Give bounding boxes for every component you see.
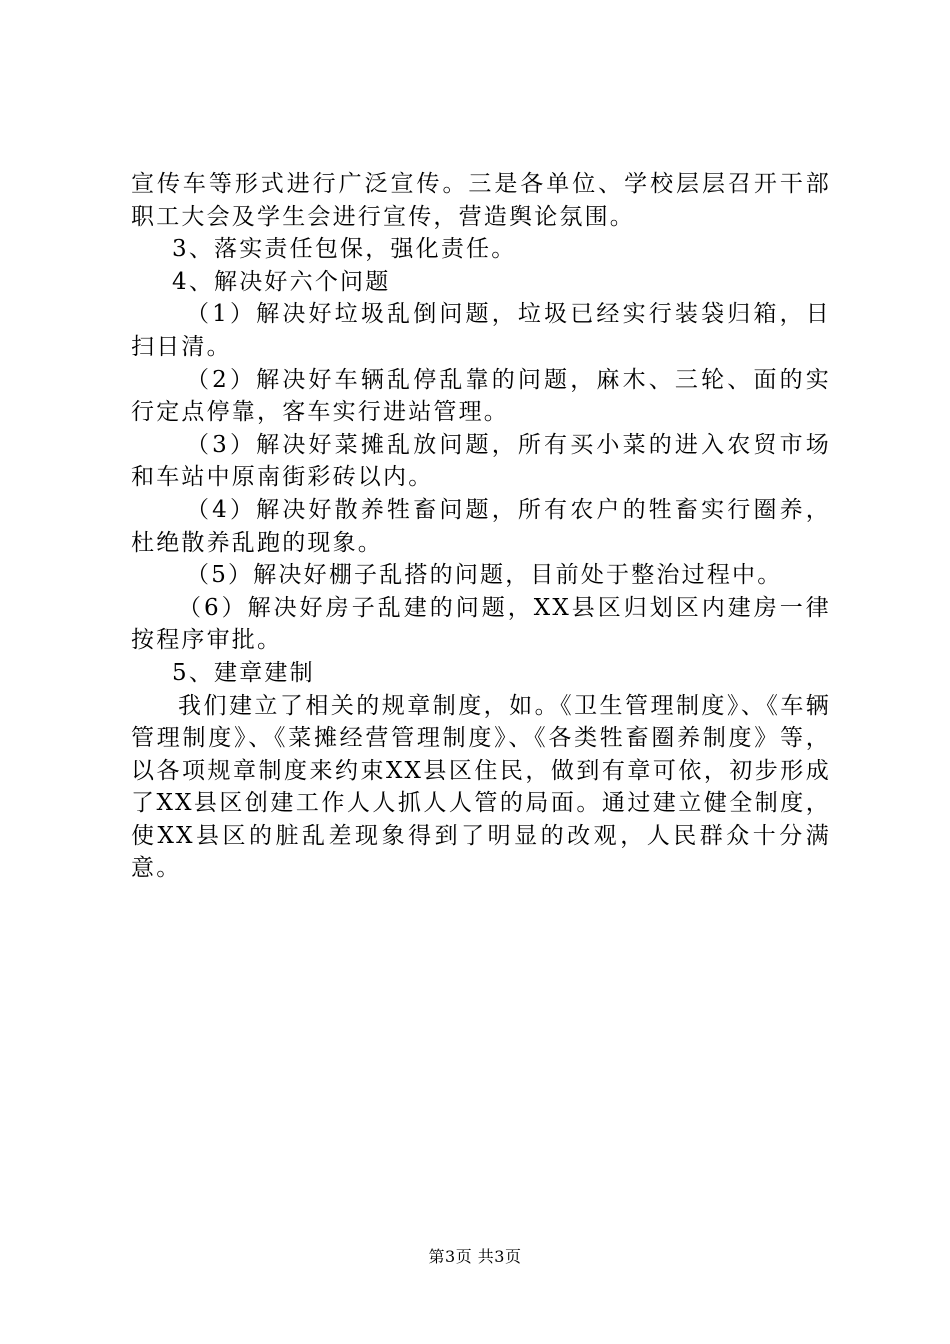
paragraph-publicity: 宣传车等形式进行广泛宣传。三是各单位、学校层层召开干部职工大会及学生会进行宣传，营造舆论氛围。 xyxy=(131,171,831,230)
paragraph-item-4: 4、解决好六个问题 xyxy=(172,268,391,295)
paragraph-problem-5: （5）解决好棚子乱搭的问题，目前处于整治过程中。 xyxy=(186,562,783,589)
paragraph-regulations: 我们建立了相关的规章制度，如。《卫生管理制度》、《车辆管理制度》、《菜摊经营管理制度》、《各类牲畜圈养制度》等，以各项规章制度来约束XX县区住民，做到有章可依，初步形成了XX县区创建工作人人抓人人管的局面。通过建立健全制度，使XX县区的脏乱差现象得到了明显的改观，人民群众十分满意。 xyxy=(131,692,831,882)
paragraph-problem-3: （3）解决好菜摊乱放问题，所有买小菜的进入农贸市场和车站中原南街彩砖以内。 xyxy=(131,431,831,491)
paragraph-item-3: 3、落实责任包保，强化责任。 xyxy=(172,236,517,263)
paragraph-problem-1: （1）解决好垃圾乱倒问题，垃圾已经实行装袋归箱，日扫日清。 xyxy=(131,301,831,360)
document-body xyxy=(131,168,831,885)
paragraph-problem-2: （2）解决好车辆乱停乱靠的问题，麻木、三轮、面的实行定点停靠，客车实行进站管理。 xyxy=(131,366,831,426)
paragraph-item-5: 5、建章建制 xyxy=(172,659,315,686)
page-footer xyxy=(0,1244,950,1267)
page-number: 第3页 共3页 xyxy=(428,1247,522,1266)
paragraph-problem-6: （6）解决好房子乱建的问题，XX县区归划区内建房一律按程序审批。 xyxy=(131,594,831,654)
paragraph-problem-4: （4）解决好散养牲畜问题，所有农户的牲畜实行圈养，杜绝散养乱跑的现象。 xyxy=(131,496,831,556)
